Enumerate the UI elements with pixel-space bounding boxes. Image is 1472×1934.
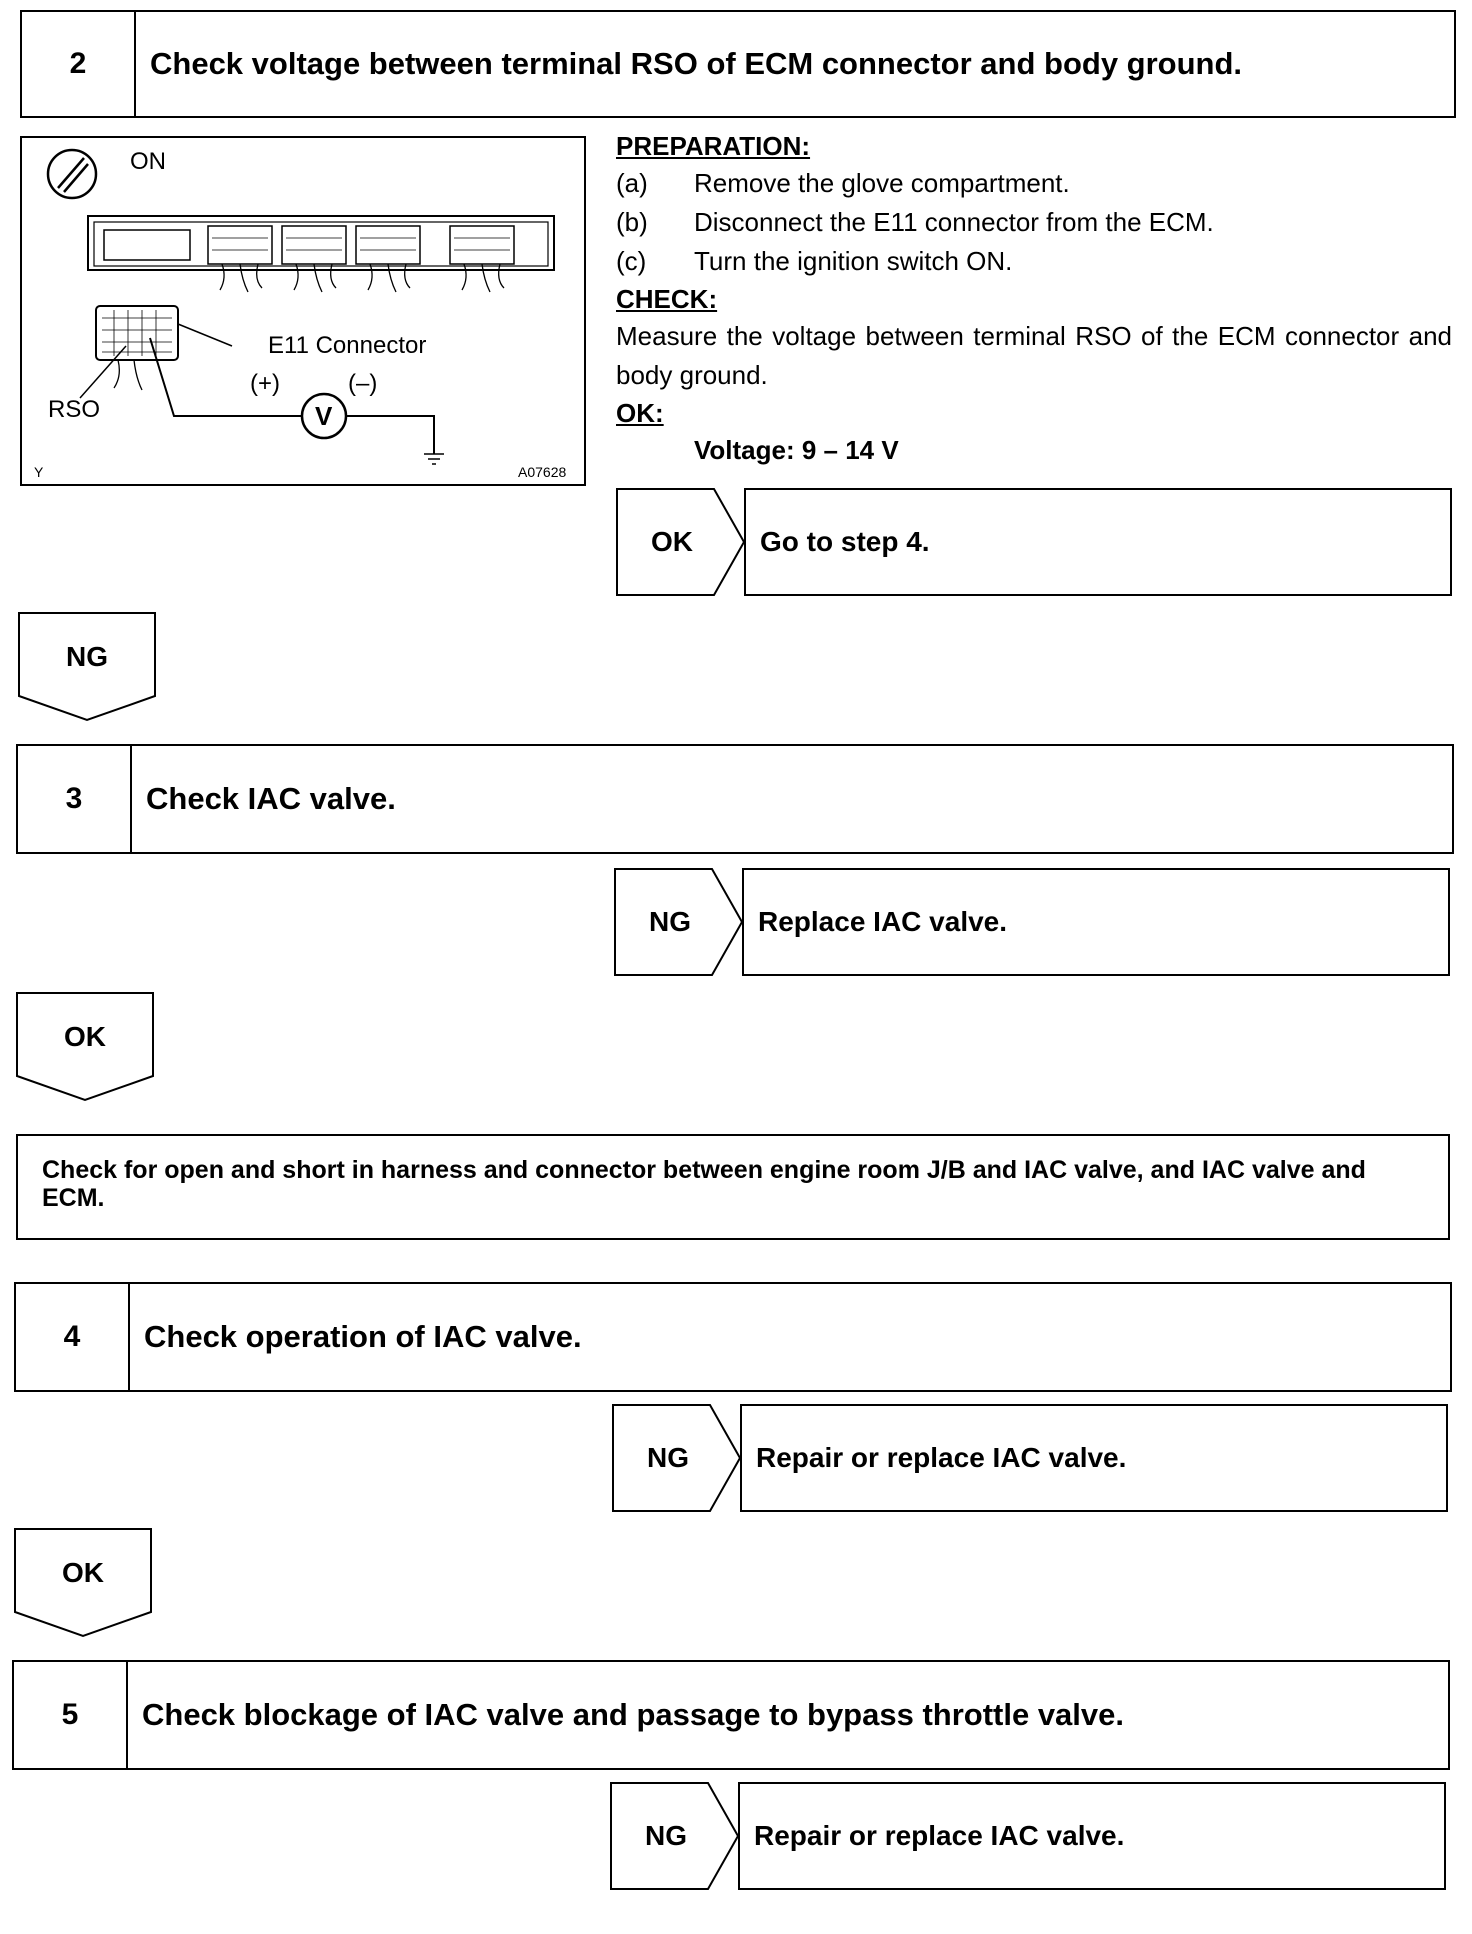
step-4-ng-tag: NG <box>612 1404 742 1512</box>
diagram-drawing <box>22 138 588 488</box>
minus-probe-label: (–) <box>348 370 378 397</box>
rso-terminal-label: RSO <box>48 396 101 423</box>
step-number: 3 <box>18 746 132 852</box>
step-2-ok-tag: OK <box>616 488 746 596</box>
step-title: Check operation of IAC valve. <box>144 1319 582 1354</box>
procedure-text <box>616 128 1452 469</box>
wiring-diagram <box>20 136 586 486</box>
prep-step: (a) Remove the glove compartment. <box>616 168 1070 198</box>
ignition-switch-icon <box>48 150 96 198</box>
ecm-unit-icon <box>88 216 554 292</box>
step-4-ok-tag: OK <box>14 1528 154 1638</box>
step-5-ng-tag: NG <box>610 1782 740 1890</box>
check-text: Measure the voltage between terminal RSO of the ECM connector and body ground. <box>616 321 1452 390</box>
step-title: Check voltage between terminal RSO of ECM connector and body ground. <box>150 46 1243 81</box>
check-heading: CHECK: <box>616 284 718 314</box>
step-number: 4 <box>16 1284 130 1390</box>
harness-check-note: Check for open and short in harness and connector between engine room J/B and IAC valve, and IAC valve and ECM. <box>16 1134 1450 1240</box>
step-number: 2 <box>22 12 136 116</box>
step-title: Check blockage of IAC valve and passage to bypass throttle valve. <box>142 1697 1125 1732</box>
step-3-ng-tag: NG <box>614 868 744 976</box>
step-title: Check IAC valve. <box>146 781 396 816</box>
plus-probe-label: (+) <box>250 370 280 397</box>
step-2-header <box>20 10 1456 118</box>
step-4-ng-result: Repair or replace IAC valve. <box>740 1404 1448 1512</box>
step-number: 5 <box>14 1662 128 1768</box>
ok-spec: Voltage: 9 – 14 V <box>694 435 899 465</box>
step-2-ng-tag: NG <box>18 612 158 722</box>
corner-label: Y <box>34 464 44 480</box>
prep-step: (b) Disconnect the E11 connector from the ECM. <box>616 207 1214 237</box>
step-2-ok-result: Go to step 4. <box>744 488 1452 596</box>
voltmeter-symbol: V <box>315 401 333 431</box>
step-3-ng-result: Replace IAC valve. <box>742 868 1450 976</box>
step-4-header <box>14 1282 1452 1392</box>
step-3-header <box>16 744 1454 854</box>
e11-connector-icon <box>96 306 178 390</box>
step-5-header <box>12 1660 1450 1770</box>
prep-step: (c) Turn the ignition switch ON. <box>616 246 1013 276</box>
step-3-ok-tag: OK <box>16 992 156 1102</box>
step-5-ng-result: Repair or replace IAC valve. <box>738 1782 1446 1890</box>
figure-code: A07628 <box>518 464 567 480</box>
ignition-on-label: ON <box>130 148 166 175</box>
connector-label: E11 Connector <box>268 332 427 359</box>
ok-heading: OK: <box>616 398 664 428</box>
ground-icon <box>424 454 444 464</box>
preparation-heading: PREPARATION: <box>616 131 811 161</box>
